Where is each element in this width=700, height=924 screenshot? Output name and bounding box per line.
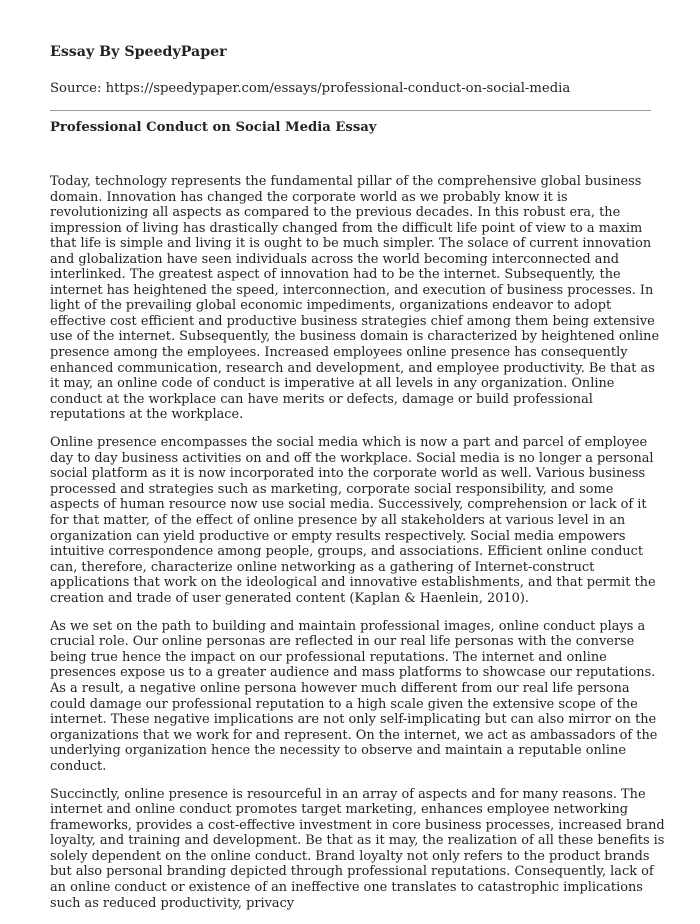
- header-divider: [50, 110, 651, 111]
- document-header-title: Essay By SpeedyPaper: [50, 44, 227, 60]
- source-line: Source: https://speedypaper.com/essays/professional-conduct-on-social-media: [50, 81, 571, 96]
- essay-paragraph: As we set on the path to building and maintain professional images, online conduct plays a crucial role. Our online personas are reflected in our real life personas with the converse being true hence the impact on our professional reputations. The internet and online presences expose us to a greater audience and mass platforms to showcase our reputations. As a result, a negative online persona however much different from our real life persona could damage our professional reputation to a high scale given the extensive scope of the internet. These negative implications are not only self-implicating but can also mirror on the organizations that we work for and represent. On the internet, we act as ambassadors of the underlying organization hence the necessity to observe and maintain a reputable online conduct.: [50, 618, 658, 774]
- essay-paragraph: Succinctly, online presence is resourceful in an array of aspects and for many reasons. The internet and online conduct promotes target marketing, enhances employee networking frameworks, provides a cost-effective investment in core business processes, increased brand loyalty, and training and development. Be that as it may, the realization of all these benefits is solely dependent on the online conduct. Brand loyalty not only refers to the product brands but also personal branding depicted through professional reputations. Consequently, lack of an online conduct or existence of an ineffective one translates to catastrophic implications such as reduced productivity, privacy: [50, 786, 665, 911]
- essay-body: [50, 174, 666, 924]
- essay-paragraph: Today, technology represents the fundamental pillar of the comprehensive global business domain. Innovation has changed the corporate world as we probably know it is revolutionizing all aspects as compared to the previous decades. In this robust era, the impression of living has drastically changed from the difficult life point of view to a maxim that life is simple and living it is ought to be much simpler. The solace of current innovation and globalization have seen individuals across the world becoming interconnected and interlinked. The greatest aspect of innovation had to be the internet. Subsequently, the internet has heightened the speed, interconnection, and execution of business processes. In light of the prevailing global economic impediments, organizations endeavor to adopt effective cost efficient and productive business strategies chief among them being extensive use of the internet. Subsequently, the business domain is characterized by heightened online presence among the employees. Increased employees online presence has consequently enhanced communication, research and development, and employee productivity. Be that as it may, an online code of conduct is imperative at all levels in any organization. Online conduct at the workplace can have merits or defects, damage or build professional reputations at the workplace.: [50, 174, 660, 423]
- essay-title: Professional Conduct on Social Media Essay: [50, 120, 377, 135]
- essay-paragraph: Online presence encompasses the social media which is now a part and parcel of employee day to day business activities on and off the workplace. Social media is no longer a personal social platform as it is now incorporated into the corporate world as well. Various business processed and strategies such as marketing, corporate social responsibility, and some aspects of human resource now use social media. Successively, comprehension or lack of it for that matter, of the effect of online presence by all stakeholders at various level in an organization can yield productive or empty results respectively. Social media empowers intuitive correspondence among people, groups, and associations. Efficient online conduct can, therefore, characterize online networking as a gathering of Internet-construct applications that work on the ideological and innovative establishments, and that permit the creation and trade of user generated content (Kaplan & Haenlein, 2010).: [50, 435, 656, 606]
